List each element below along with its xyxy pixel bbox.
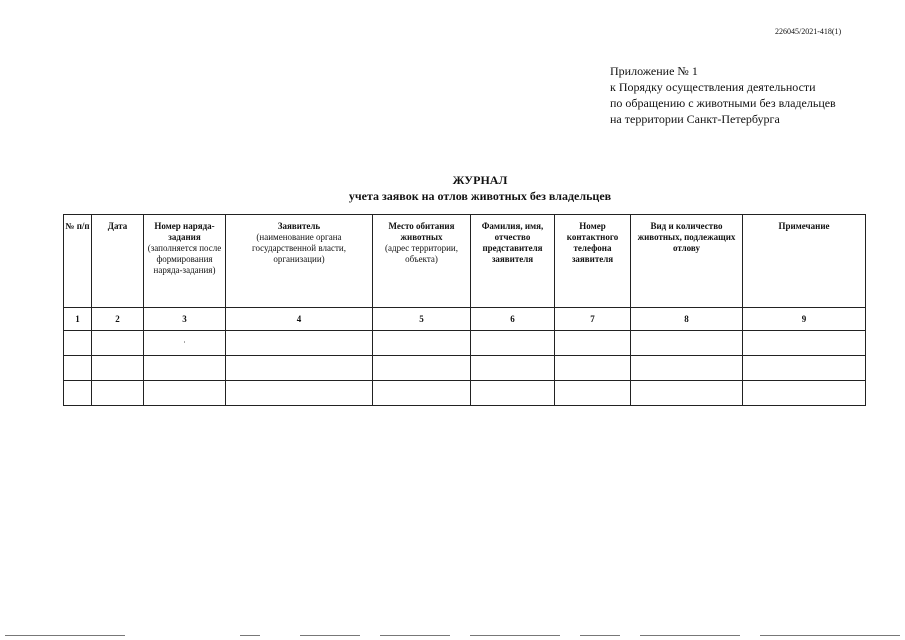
table-cell xyxy=(144,331,226,356)
stray-mark: · xyxy=(183,338,186,347)
journal-subtitle: учета заявок на отлов животных без владельцев xyxy=(348,189,612,203)
table-cell xyxy=(92,331,144,356)
appendix-line-4: на территории Санкт-Петербурга xyxy=(610,112,780,126)
header-cell-habitat: Место обитания животных (адрес территории, объекта) xyxy=(373,215,471,308)
table-cell xyxy=(64,381,92,406)
table-cell xyxy=(743,381,866,406)
table-cell xyxy=(226,381,373,406)
table-cell xyxy=(144,381,226,406)
appendix-line-3: по обращению с животными без владельцев xyxy=(610,96,836,110)
column-number: 9 xyxy=(743,308,866,331)
table-cell xyxy=(64,356,92,381)
header-cell-note: Примечание xyxy=(743,215,866,308)
table-row xyxy=(64,331,866,356)
column-number: 4 xyxy=(226,308,373,331)
table-cell xyxy=(373,381,471,406)
header-cell-representative: Фамилия, имя, отчество представителя заявителя xyxy=(471,215,555,308)
column-number: 6 xyxy=(471,308,555,331)
document-id: 226045/2021-418(1) xyxy=(775,27,842,36)
table-cell xyxy=(555,381,631,406)
table-cell xyxy=(226,331,373,356)
table-cell xyxy=(631,331,743,356)
table-cell xyxy=(471,356,555,381)
table-cell xyxy=(92,381,144,406)
table-cell xyxy=(631,356,743,381)
appendix-line-1: Приложение № 1 xyxy=(610,64,698,78)
column-number: 7 xyxy=(555,308,631,331)
journal-title-block xyxy=(300,172,660,204)
table-cell xyxy=(555,356,631,381)
column-number: 5 xyxy=(373,308,471,331)
table-cell xyxy=(631,381,743,406)
column-number: 8 xyxy=(631,308,743,331)
table-cell xyxy=(743,356,866,381)
table-cell xyxy=(743,331,866,356)
table-row xyxy=(64,381,866,406)
table-cell xyxy=(226,356,373,381)
appendix-line-2: к Порядку осуществления деятельности xyxy=(610,80,816,94)
table-cell xyxy=(373,356,471,381)
header-cell-animals: Вид и количество животных, подлежащих отлову xyxy=(631,215,743,308)
column-number: 2 xyxy=(92,308,144,331)
header-row xyxy=(64,215,866,308)
table-row xyxy=(64,356,866,381)
table-cell xyxy=(373,331,471,356)
journal-title: ЖУРНАЛ xyxy=(452,173,508,187)
column-number: 1 xyxy=(64,308,92,331)
header-cell-phone: Номер контактного телефона заявителя xyxy=(555,215,631,308)
scan-edge-artifact xyxy=(0,632,905,640)
column-number-row xyxy=(64,308,866,331)
table-cell xyxy=(555,331,631,356)
table-cell xyxy=(471,381,555,406)
column-number: 3 xyxy=(144,308,226,331)
header-cell-order-number: Номер наряда-задания (заполняется после формирования наряда-задания) xyxy=(144,215,226,308)
appendix-heading xyxy=(610,63,836,127)
table-cell xyxy=(64,331,92,356)
journal-table xyxy=(63,214,866,406)
table-cell xyxy=(471,331,555,356)
header-cell-date: Дата xyxy=(92,215,144,308)
header-cell-applicant: Заявитель (наименование органа государственной власти, организации) xyxy=(226,215,373,308)
table-cell xyxy=(92,356,144,381)
table-cell xyxy=(144,356,226,381)
header-cell-number: № п/п xyxy=(64,215,92,308)
